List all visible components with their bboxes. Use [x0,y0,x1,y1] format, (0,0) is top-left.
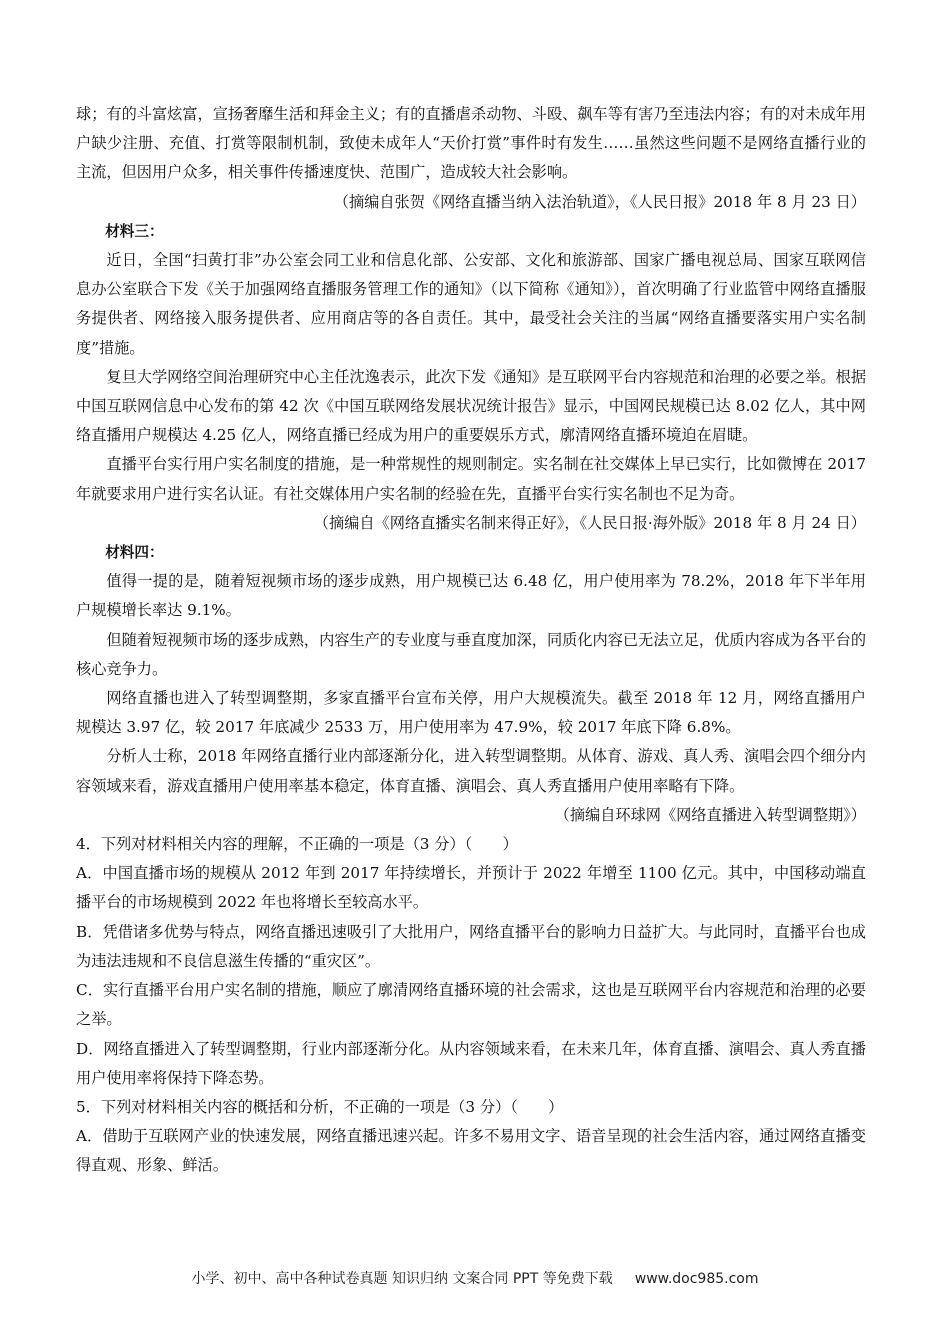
question-5-stem: 5．下列对材料相关内容的概括和分析，不正确的一项是（3 分）（ ） [76,1097,564,1116]
material-three-paragraph: 近日，全国“扫黄打非”办公室会同工业和信息化部、公安部、文化和旅游部、国家广播电视总局、国家互联网信息办公室联合下发《关于加强网络直播服务管理工作的通知》（以下简称《通知》），首次明确了行业监管中网络直播服务提供者、网络接入服务提供者、应用商店等的各自责任。其中，最受社会关注的当属“网络直播要落实用户实名制度”措施。 [76,251,866,357]
material-two-source: （摘编自张贺《网络直播当纳入法治轨道》，《人民日报》2018 年 8 月 23 日） [333,192,866,211]
question-4-option-a: A．中国直播市场的规模从 2012 年到 2017 年持续增长，并预计于 2022 年增至 1100 亿元。其中，中国移动端直播平台的市场规模到 2022 年也将增长至较高水平。 [76,864,866,912]
material-three-paragraph: 复旦大学网络空间治理研究中心主任沈逸表示，此次下发《通知》是互联网平台内容规范和治理的必要之举。根据中国互联网信息中心发布的第 42 次《中国互联网络发展状况统计报告》显示，中国网民规模已达 8.02 亿人，其中网络直播用户规模达 4.25 亿人，网络直播已经成为用户的重要娱乐方式，廓清网络直播环境迫在眉睫。 [76,367,866,445]
material-three-heading: 材料三： [105,222,164,240]
document-page [76,100,866,1181]
question-4-option-c: C．实行直播平台用户实名制的措施，顺应了廓清网络直播环境的社会需求，这也是互联网平台内容规范和治理的必要之举。 [76,981,866,1029]
question-5-option-a: A．借助于互联网产业的快速发展，网络直播迅速兴起。许多不易用文字、语音呈现的社会生活内容，通过网络直播变得直观、形象、鲜活。 [76,1127,866,1175]
question-4-stem: 4．下列对材料相关内容的理解，不正确的一项是（3 分）（ ） [76,835,518,854]
material-three-source: （摘编自《网络直播实名制来得正好》，《人民日报·海外版》2018 年 8 月 24 日） [313,513,866,532]
material-four-paragraph: 但随着短视频市场的逐步成熟，内容生产的专业度与垂直度加深，同质化内容已无法立足，优质内容成为各平台的核心竞争力。 [76,630,866,678]
footer-text: 小学、初中、高中各种试卷真题 知识归纳 文案合同 PPT 等免费下载 [191,1271,613,1287]
material-four-paragraph: 值得一提的是，随着短视频市场的逐步成熟，用户规模已达 6.48 亿，用户使用率为 78.2%，2018 年下半年用户规模增长率达 9.1%。 [76,572,866,620]
question-4-option-d: D．网络直播进入了转型调整期，行业内部逐渐分化。从内容领域来看，在未来几年，体育直播、演唱会、真人秀直播用户使用率将保持下降态势。 [76,1039,866,1087]
material-four-source: （摘编自环球网《网络直播进入转型调整期》） [554,805,866,824]
material-four-heading: 材料四： [105,544,164,562]
footer-url[interactable]: www.doc985.com [634,1271,759,1287]
material-four-paragraph: 分析人士称，2018 年网络直播行业内部逐渐分化，进入转型调整期。从体育、游戏、真人秀、演唱会四个细分内容领域来看，游戏直播用户使用率基本稳定，体育直播、演唱会、真人秀直播用户使用率略有下降。 [76,747,866,795]
question-4-option-b: B．凭借诸多优势与特点，网络直播迅速吸引了大批用户，网络直播平台的影响力日益扩大。与此同时，直播平台也成为违法违规和不良信息滋生传播的“重灾区”。 [76,922,866,970]
material-three-paragraph: 直播平台实行用户实名制度的措施，是一种常规性的规则制定。实名制在社交媒体上早已实行，比如微博在 2017 年就要求用户进行实名认证。有社交媒体用户实名制的经验在先，直播平台实行实名制也不足为奇。 [76,455,866,503]
material-two-tail: 球；有的斗富炫富，宣扬奢靡生活和拜金主义；有的直播虐杀动物、斗殴、飙车等有害乃至违法内容；有的对未成年用户缺少注册、充值、打赏等限制机制，致使未成年人“天价打赏”事件时有发生……虽然这些问题不是网络直播行业的主流，但因用户众多，相关事件传播速度快、范围广，造成较大社会影响。 [76,105,866,182]
page-footer [0,1268,950,1288]
material-four-paragraph: 网络直播也进入了转型调整期，多家直播平台宣布关停，用户大规模流失。截至 2018 年 12 月，网络直播用户规模达 3.97 亿，较 2017 年底减少 2533 万，用户使用率为 47.9%，较 2017 年底下降 6.8%。 [76,689,866,737]
